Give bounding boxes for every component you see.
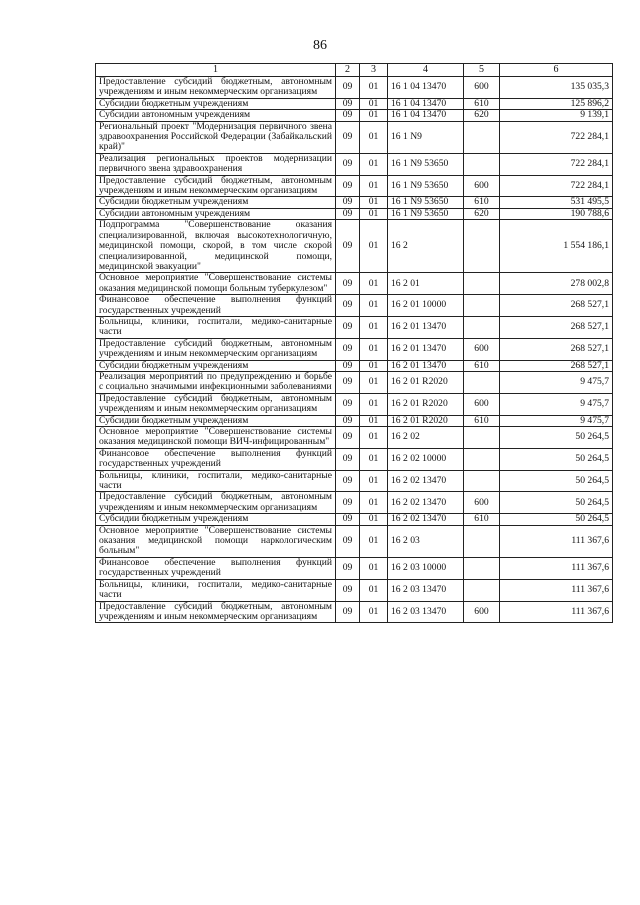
cell-expense-type [464, 470, 500, 492]
cell-name: Основное мероприятие "Совершенствование системы оказания медицинской помощи наркологическим больным" [96, 525, 336, 557]
cell-target-article: 16 1 N9 53650 [388, 175, 464, 197]
table-row [96, 295, 613, 317]
cell-name: Финансовое обеспечение выполнения функций государственных учреждений [96, 557, 336, 579]
column-header-amount: 6 [500, 64, 613, 77]
cell-name: Финансовое обеспечение выполнения функций государственных учреждений [96, 295, 336, 317]
cell-name: Основное мероприятие "Совершенствование системы оказания медицинской помощи больным туберкулезом" [96, 273, 336, 295]
cell-target-article: 16 1 N9 53650 [388, 153, 464, 175]
table-row [96, 77, 613, 99]
cell-expense-type: 610 [464, 514, 500, 525]
cell-amount: 9 475,7 [500, 393, 613, 415]
cell-subsection: 01 [360, 415, 388, 426]
cell-name: Больницы, клиники, госпитали, медико-санитарные части [96, 470, 336, 492]
cell-expense-type: 610 [464, 415, 500, 426]
table-row [96, 316, 613, 338]
cell-name: Субсидии бюджетным учреждениям [96, 514, 336, 525]
table-row [96, 121, 613, 153]
cell-target-article: 16 2 02 [388, 427, 464, 449]
cell-target-article: 16 2 01 R2020 [388, 371, 464, 393]
cell-target-article: 16 1 04 13470 [388, 98, 464, 109]
cell-amount: 1 554 186,1 [500, 220, 613, 273]
cell-target-article: 16 2 [388, 220, 464, 273]
cell-subsection: 01 [360, 448, 388, 470]
cell-name: Основное мероприятие "Совершенствование системы оказания медицинской помощи ВИЧ-инфицированным" [96, 427, 336, 449]
table-row [96, 579, 613, 601]
cell-name: Субсидии бюджетным учреждениям [96, 415, 336, 426]
cell-section: 09 [336, 77, 360, 99]
cell-target-article: 16 1 N9 53650 [388, 208, 464, 219]
cell-expense-type [464, 316, 500, 338]
cell-target-article: 16 1 N9 [388, 121, 464, 153]
table-row [96, 197, 613, 208]
cell-section: 09 [336, 153, 360, 175]
cell-name: Предоставление субсидий бюджетным, автономным учреждениям и иным некоммерческим организациям [96, 492, 336, 514]
cell-amount: 111 367,6 [500, 601, 613, 623]
cell-subsection: 01 [360, 98, 388, 109]
cell-section: 09 [336, 525, 360, 557]
cell-expense-type: 610 [464, 360, 500, 371]
cell-amount: 268 527,1 [500, 316, 613, 338]
cell-name: Реализация мероприятий по предупреждению и борьбе с социально значимыми инфекционными заболеваниями [96, 371, 336, 393]
cell-amount: 111 367,6 [500, 557, 613, 579]
cell-subsection: 01 [360, 525, 388, 557]
cell-section: 09 [336, 360, 360, 371]
cell-amount: 9 139,1 [500, 110, 613, 121]
cell-name: Предоставление субсидий бюджетным, автономным учреждениям и иным некоммерческим организациям [96, 175, 336, 197]
cell-name: Подпрограмма "Совершенствование оказания специализированной, включая высокотехнологичную, медицинской помощи, скорой, в том числе скорой специализированной, медицинской помощи, медицинской эвакуации" [96, 220, 336, 273]
table-header-row [96, 64, 613, 77]
cell-amount: 50 264,5 [500, 427, 613, 449]
cell-name: Финансовое обеспечение выполнения функций государственных учреждений [96, 448, 336, 470]
table-row [96, 98, 613, 109]
table-row [96, 525, 613, 557]
cell-expense-type: 600 [464, 338, 500, 360]
cell-amount: 531 495,5 [500, 197, 613, 208]
cell-amount: 722 284,1 [500, 121, 613, 153]
cell-subsection: 01 [360, 153, 388, 175]
cell-target-article: 16 1 04 13470 [388, 110, 464, 121]
cell-target-article: 16 2 03 13470 [388, 601, 464, 623]
cell-subsection: 01 [360, 427, 388, 449]
cell-section: 09 [336, 514, 360, 525]
cell-subsection: 01 [360, 77, 388, 99]
cell-section: 09 [336, 295, 360, 317]
table-row [96, 208, 613, 219]
cell-amount: 9 475,7 [500, 415, 613, 426]
column-header-subsection: 3 [360, 64, 388, 77]
cell-expense-type [464, 153, 500, 175]
cell-target-article: 16 2 02 13470 [388, 514, 464, 525]
cell-target-article: 16 2 01 10000 [388, 295, 464, 317]
cell-section: 09 [336, 175, 360, 197]
cell-subsection: 01 [360, 175, 388, 197]
cell-expense-type: 620 [464, 110, 500, 121]
cell-target-article: 16 2 01 R2020 [388, 415, 464, 426]
cell-amount: 50 264,5 [500, 492, 613, 514]
budget-table [95, 63, 613, 623]
cell-target-article: 16 2 03 10000 [388, 557, 464, 579]
cell-expense-type [464, 121, 500, 153]
column-header-section: 2 [336, 64, 360, 77]
cell-amount: 50 264,5 [500, 470, 613, 492]
column-header-expense-type: 5 [464, 64, 500, 77]
cell-target-article: 16 2 01 [388, 273, 464, 295]
cell-section: 09 [336, 579, 360, 601]
table-row [96, 273, 613, 295]
cell-target-article: 16 2 01 R2020 [388, 393, 464, 415]
table-row [96, 175, 613, 197]
cell-subsection: 01 [360, 601, 388, 623]
cell-expense-type: 610 [464, 98, 500, 109]
table-row [96, 393, 613, 415]
cell-subsection: 01 [360, 110, 388, 121]
cell-subsection: 01 [360, 295, 388, 317]
cell-name: Больницы, клиники, госпитали, медико-санитарные части [96, 579, 336, 601]
table-row [96, 110, 613, 121]
cell-section: 09 [336, 393, 360, 415]
cell-target-article: 16 2 02 13470 [388, 470, 464, 492]
cell-target-article: 16 1 N9 53650 [388, 197, 464, 208]
cell-name: Субсидии бюджетным учреждениям [96, 360, 336, 371]
cell-subsection: 01 [360, 316, 388, 338]
cell-subsection: 01 [360, 121, 388, 153]
cell-target-article: 16 2 01 13470 [388, 316, 464, 338]
cell-section: 09 [336, 470, 360, 492]
cell-amount: 268 527,1 [500, 338, 613, 360]
cell-amount: 190 788,6 [500, 208, 613, 219]
cell-amount: 50 264,5 [500, 514, 613, 525]
cell-subsection: 01 [360, 470, 388, 492]
cell-subsection: 01 [360, 557, 388, 579]
cell-subsection: 01 [360, 393, 388, 415]
table-row [96, 448, 613, 470]
cell-section: 09 [336, 316, 360, 338]
cell-expense-type [464, 295, 500, 317]
cell-expense-type: 600 [464, 393, 500, 415]
cell-name: Реализация региональных проектов модернизации первичного звена здравоохранения [96, 153, 336, 175]
cell-section: 09 [336, 273, 360, 295]
cell-subsection: 01 [360, 360, 388, 371]
table-row [96, 220, 613, 273]
cell-expense-type [464, 448, 500, 470]
table-row [96, 557, 613, 579]
cell-amount: 9 475,7 [500, 371, 613, 393]
column-header-target-article: 4 [388, 64, 464, 77]
cell-section: 09 [336, 557, 360, 579]
cell-expense-type [464, 525, 500, 557]
cell-amount: 722 284,1 [500, 153, 613, 175]
cell-name: Предоставление субсидий бюджетным, автономным учреждениям и иным некоммерческим организациям [96, 77, 336, 99]
table-row [96, 492, 613, 514]
cell-section: 09 [336, 338, 360, 360]
cell-amount: 111 367,6 [500, 525, 613, 557]
cell-target-article: 16 2 03 13470 [388, 579, 464, 601]
cell-name: Субсидии автономным учреждениям [96, 110, 336, 121]
cell-subsection: 01 [360, 492, 388, 514]
cell-name: Региональный проект "Модернизация первичного звена здравоохранения Российской Федерации (Забайкальский край)" [96, 121, 336, 153]
cell-expense-type [464, 273, 500, 295]
cell-subsection: 01 [360, 208, 388, 219]
cell-section: 09 [336, 427, 360, 449]
cell-section: 09 [336, 448, 360, 470]
cell-section: 09 [336, 492, 360, 514]
table-row [96, 415, 613, 426]
cell-expense-type [464, 371, 500, 393]
page-number: 86 [313, 38, 327, 53]
cell-subsection: 01 [360, 220, 388, 273]
cell-section: 09 [336, 415, 360, 426]
cell-target-article: 16 2 02 10000 [388, 448, 464, 470]
cell-subsection: 01 [360, 338, 388, 360]
cell-subsection: 01 [360, 273, 388, 295]
cell-subsection: 01 [360, 197, 388, 208]
cell-amount: 135 035,3 [500, 77, 613, 99]
column-header-name: 1 [96, 64, 336, 77]
cell-name: Предоставление субсидий бюджетным, автономным учреждениям и иным некоммерческим организациям [96, 601, 336, 623]
cell-amount: 50 264,5 [500, 448, 613, 470]
cell-amount: 722 284,1 [500, 175, 613, 197]
cell-section: 09 [336, 98, 360, 109]
cell-section: 09 [336, 121, 360, 153]
cell-section: 09 [336, 220, 360, 273]
cell-amount: 111 367,6 [500, 579, 613, 601]
table-row [96, 338, 613, 360]
cell-amount: 278 002,8 [500, 273, 613, 295]
table-row [96, 601, 613, 623]
cell-target-article: 16 2 01 13470 [388, 338, 464, 360]
cell-expense-type [464, 427, 500, 449]
table-row [96, 470, 613, 492]
cell-expense-type: 620 [464, 208, 500, 219]
table-row [96, 371, 613, 393]
table-row [96, 153, 613, 175]
cell-target-article: 16 1 04 13470 [388, 77, 464, 99]
cell-amount: 125 896,2 [500, 98, 613, 109]
cell-subsection: 01 [360, 579, 388, 601]
cell-name: Предоставление субсидий бюджетным, автономным учреждениям и иным некоммерческим организациям [96, 338, 336, 360]
cell-name: Предоставление субсидий бюджетным, автономным учреждениям и иным некоммерческим организациям [96, 393, 336, 415]
cell-name: Субсидии автономным учреждениям [96, 208, 336, 219]
cell-section: 09 [336, 601, 360, 623]
cell-subsection: 01 [360, 514, 388, 525]
table-row [96, 360, 613, 371]
cell-name: Субсидии бюджетным учреждениям [96, 197, 336, 208]
cell-subsection: 01 [360, 371, 388, 393]
cell-expense-type [464, 579, 500, 601]
table-row [96, 427, 613, 449]
cell-expense-type: 600 [464, 492, 500, 514]
cell-section: 09 [336, 197, 360, 208]
cell-amount: 268 527,1 [500, 295, 613, 317]
cell-expense-type: 600 [464, 601, 500, 623]
cell-target-article: 16 2 02 13470 [388, 492, 464, 514]
cell-target-article: 16 2 01 13470 [388, 360, 464, 371]
cell-amount: 268 527,1 [500, 360, 613, 371]
cell-expense-type: 600 [464, 175, 500, 197]
table-row [96, 514, 613, 525]
cell-section: 09 [336, 371, 360, 393]
cell-expense-type: 600 [464, 77, 500, 99]
cell-section: 09 [336, 110, 360, 121]
cell-expense-type: 610 [464, 197, 500, 208]
cell-name: Больницы, клиники, госпитали, медико-санитарные части [96, 316, 336, 338]
cell-expense-type [464, 220, 500, 273]
cell-name: Субсидии бюджетным учреждениям [96, 98, 336, 109]
cell-expense-type [464, 557, 500, 579]
cell-target-article: 16 2 03 [388, 525, 464, 557]
cell-section: 09 [336, 208, 360, 219]
